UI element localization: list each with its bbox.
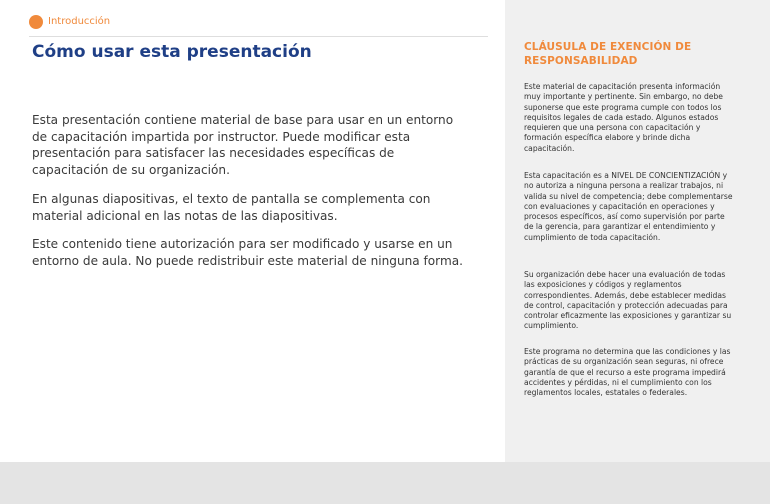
license-paragraph: Este contenido tiene autorización para ser modificado y usarse en un entorno de aula. No puede redistribuir este material de ninguna forma. [32, 237, 463, 268]
intro-paragraph: Esta presentación contiene material de base para usar en un entorno de capacitación impartida por instructor. Puede modificar esta presentación para satisfacer las necesidades específicas de capacitación de su organización. [32, 113, 454, 177]
notes-paragraph: En algunas diapositivas, el texto de pantalla se complementa con material adicional en las notas de las diapositivas. [32, 192, 431, 223]
section-dot-icon [29, 15, 43, 29]
disclaimer-paragraph: Este programa no determina que las condiciones y las prácticas de su organización sean seguras, ni ofrece garantía de que el recurso a este programa impedirá accidentes y pérdidas, ni el cumplimiento con los reglamentos locales, estatales o federales. [524, 347, 731, 398]
disclaimer-title: CLÁUSULA DE EXENCIÓN DE RESPONSABILIDAD [524, 41, 692, 67]
disclaimer-paragraph: Este material de capacitación presenta información muy importante y pertinente. Sin embargo, no debe suponerse que este programa cumple con todos los requisitos legales de cada estado. Algunos estados requieren que una persona con capacitación y formación específica elabore y brinde dicha capacitación. [524, 82, 723, 153]
header-divider [29, 36, 488, 37]
disclaimer-paragraph: Su organización debe hacer una evaluación de todas las exposiciones y códigos y reglamentos correspondientes. Además, debe establecer medidas de control, capacitación y protección adecuadas para controlar eficazmente las exposiciones y garantizar su cumplimiento. [524, 270, 732, 331]
page-title: Cómo usar esta presentación [32, 42, 312, 62]
disclaimer-paragraph: Esta capacitación es a NIVEL DE CONCIENTIZACIÓN y no autoriza a ninguna persona a realizar trabajos, ni valida su nivel de competencia; debe complementarse con evaluaciones y capacitación en operaciones y procesos específicos, así como supervisión por parte de la gerencia, para garantizar el entendimiento y cumplimiento de toda capacitación. [524, 171, 733, 242]
footer-band [0, 462, 770, 504]
disclaimer-panel [505, 0, 770, 504]
section-label: Introducción [48, 16, 111, 27]
